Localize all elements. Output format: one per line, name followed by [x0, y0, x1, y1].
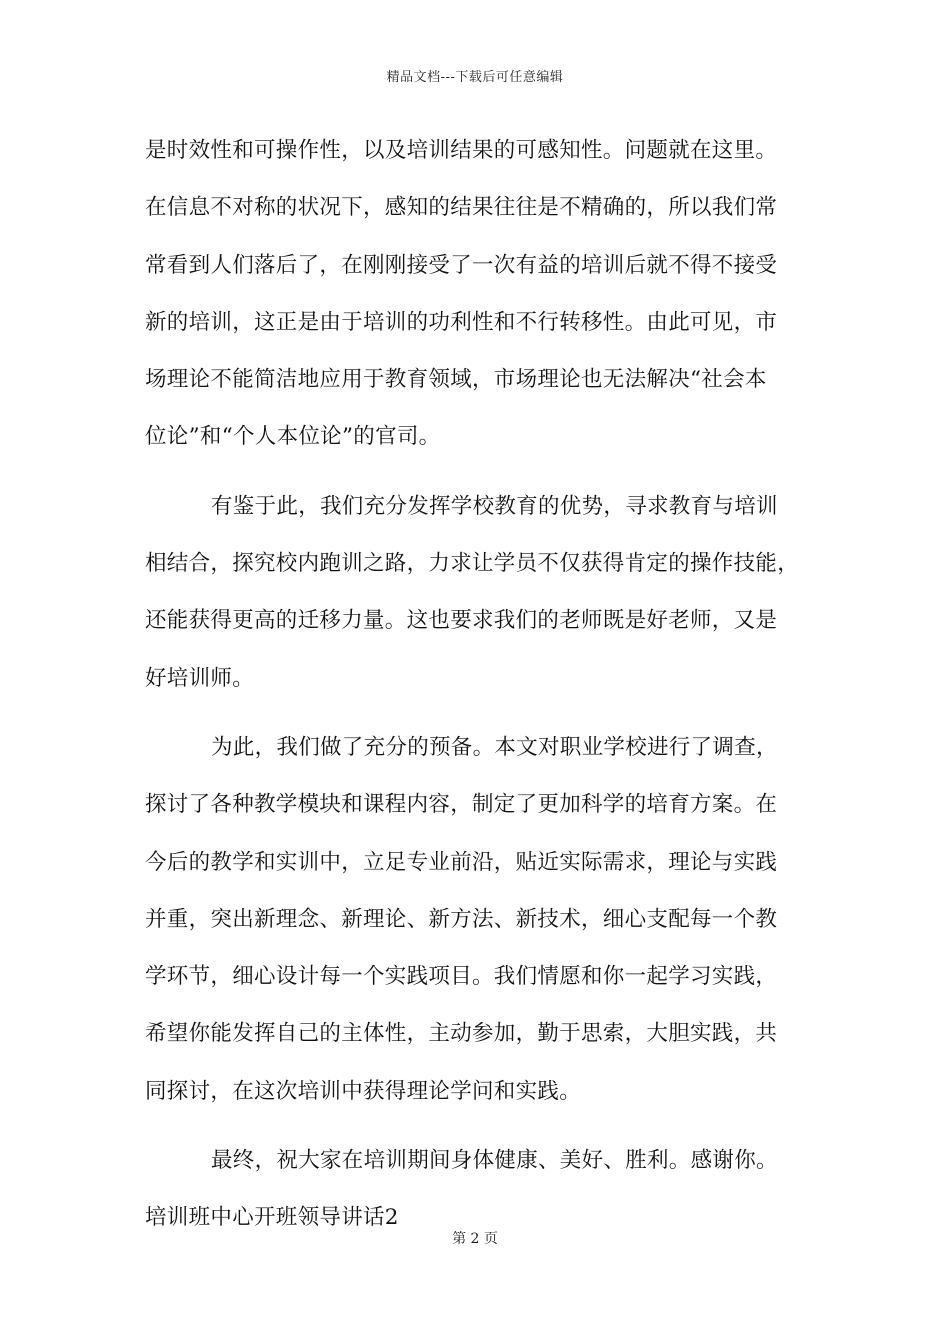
text-line: 同探讨，在这次培训中获得理论学问和实践。 — [145, 1078, 582, 1104]
text-line: 位论”和“个人本位论”的官司。 — [145, 424, 441, 450]
paragraph-gap — [145, 713, 825, 725]
paragraph-gap — [145, 472, 825, 484]
text-line: 常看到人们落后了，在刚刚接受了一次有益的培训后就不得不接受 — [145, 252, 778, 278]
text-line: 好培训师。 — [145, 665, 255, 691]
text-line: 还能获得更高的迁移力量。这也要求我们的老师既是好老师，又是 — [145, 608, 778, 634]
text-line: 是时效性和可操作性，以及培训结果的可感知性。问题就在这里。 — [145, 138, 778, 163]
document-body — [145, 128, 825, 1253]
paragraph-gap — [145, 1126, 825, 1138]
text-line: 相结合，探究校内跑训之路，力求让学员不仅获得肯定的操作技能， — [145, 551, 800, 577]
text-line: 探讨了各种教学模块和课程内容，制定了更加科学的培育方案。在 — [145, 792, 778, 818]
text-line: 并重，突出新理念、新理论、新方法、新技术，细心支配每一个教 — [145, 906, 778, 932]
text-line: 新的培训，这正是由于培训的功利性和不行转移性。由此可见，市 — [145, 309, 778, 335]
page-number: 第 2 页 — [452, 1231, 498, 1247]
paragraph-4 — [145, 1138, 825, 1195]
page-header: 精品文档---下载后可任意编辑 — [386, 70, 564, 85]
text-line: 在信息不对称的状况下，感知的结果往往是不精确的，所以我们常 — [145, 195, 778, 221]
text-line: 为此，我们做了充分的预备。本文对职业学校进行了调查， — [211, 734, 778, 760]
paragraph-2 — [145, 484, 825, 713]
text-line: 学环节，细心设计每一个实践项目。我们情愿和你一起学习实践， — [145, 964, 778, 990]
text-line: 希望你能发挥自己的主体性，主动参加，勤于思索，大胆实践，共 — [145, 1021, 778, 1047]
text-line: 有鉴于此，我们充分发挥学校教育的优势，寻求教育与培训 — [211, 493, 778, 519]
paragraph-1 — [145, 128, 825, 472]
text-line: 场理论不能简洁地应用于教育领域，市场理论也无法解决“社会本 — [145, 367, 767, 393]
text-line: 最终，祝大家在培训期间身体健康、美好、胜利。感谢你。 — [211, 1148, 778, 1174]
text-line: 今后的教学和实训中，立足专业前沿，贴近实际需求，理论与实践 — [145, 849, 778, 875]
text-line: 培训班中心开班领导讲话2 — [145, 1205, 399, 1231]
paragraph-3 — [145, 725, 825, 1126]
